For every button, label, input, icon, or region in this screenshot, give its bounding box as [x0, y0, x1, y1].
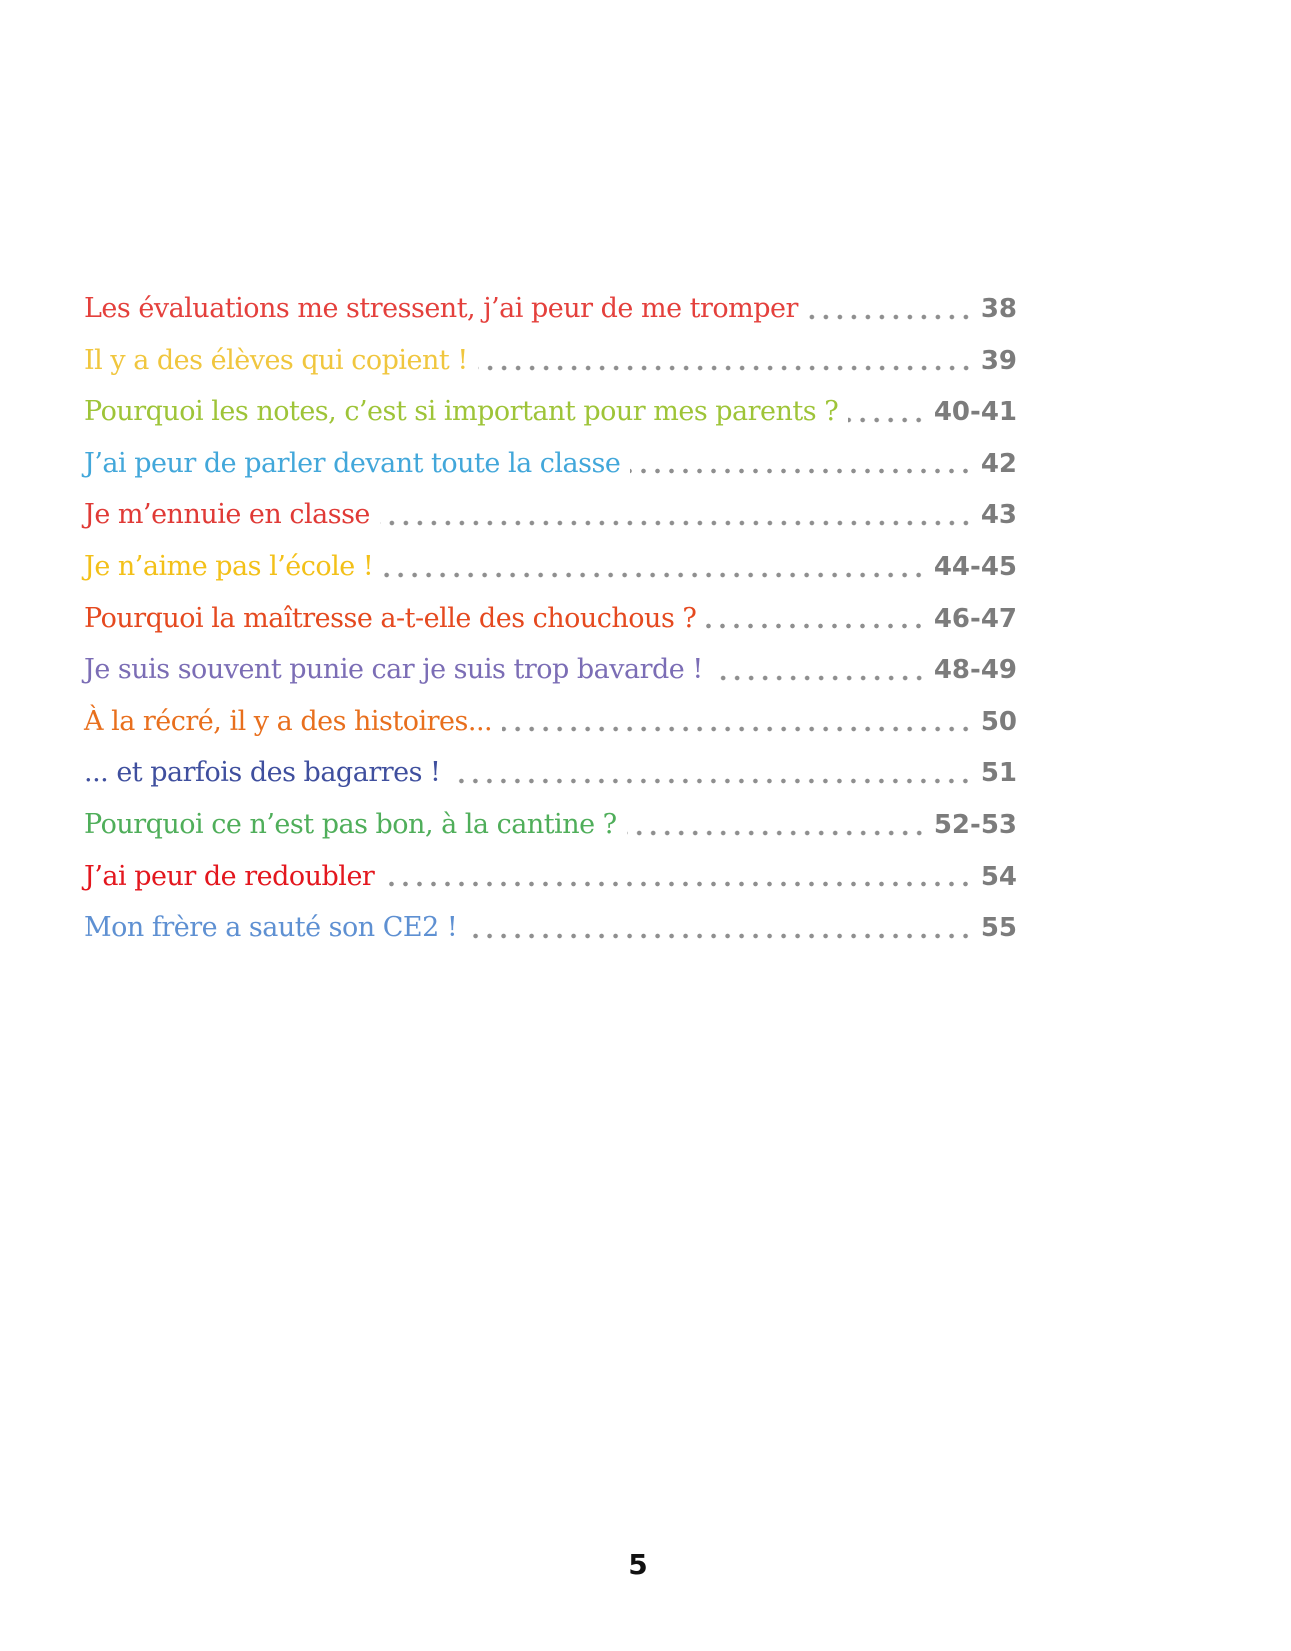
toc-entry-page-number: 55	[980, 913, 1017, 944]
dot-leader	[467, 933, 973, 939]
dot-leader	[848, 417, 926, 423]
toc-entry-title: Pourquoi la maîtresse a-t-elle des chouchous ?	[84, 602, 697, 634]
toc-entry-page-number: 50	[980, 706, 1017, 737]
dot-leader	[808, 314, 973, 320]
toc-entry	[84, 799, 1017, 851]
page-number-footer: 5	[628, 1548, 648, 1581]
dot-leader	[706, 623, 925, 629]
toc-entry	[84, 489, 1017, 541]
toc-entry-page-number: 43	[980, 500, 1017, 531]
dot-leader	[383, 572, 926, 578]
toc-entry	[84, 541, 1017, 593]
dot-leader	[384, 881, 972, 887]
dot-leader	[627, 830, 926, 836]
toc-entry	[84, 902, 1017, 954]
toc-entry-page-number: 38	[980, 294, 1017, 324]
dot-leader	[478, 365, 973, 371]
dot-leader	[380, 520, 973, 526]
toc-entry	[84, 644, 1017, 696]
dot-leader	[502, 726, 973, 732]
toc-entry-title: Je n’aime pas l’école !	[84, 550, 374, 582]
toc-entry-title: Pourquoi ce n’est pas bon, à la cantine ?	[84, 808, 617, 840]
toc-entry-page-number: 48-49	[933, 655, 1017, 686]
toc-entry-title: Pourquoi les notes, c’est si important pour mes parents ?	[84, 396, 839, 428]
toc-entry	[84, 438, 1017, 490]
toc-entry	[84, 747, 1017, 799]
table-of-contents	[84, 283, 1017, 954]
toc-entry	[84, 386, 1017, 438]
toc-entry-title: Il y a des élèves qui copient !	[84, 344, 468, 376]
dot-leader	[713, 675, 926, 681]
toc-entry-title: Je suis souvent punie car je suis trop bavarde !	[84, 654, 703, 686]
toc-entry	[84, 283, 1017, 335]
toc-entry-page-number: 44-45	[933, 551, 1017, 582]
toc-entry-title: À la récré, il y a des histoires...	[84, 705, 493, 737]
toc-entry	[84, 851, 1017, 903]
toc-entry	[84, 335, 1017, 387]
toc-entry-title: ... et parfois des bagarres !	[84, 757, 441, 789]
toc-entry-title: Je m’ennuie en classe	[84, 499, 370, 531]
toc-entry-page-number: 51	[980, 758, 1017, 789]
toc-entry-page-number: 42	[980, 448, 1017, 479]
dot-leader	[450, 778, 972, 784]
toc-entry-title: Les évaluations me stressent, j’ai peur de me tromper	[84, 293, 798, 324]
toc-entry	[84, 696, 1017, 748]
toc-entry-page-number: 52-53	[933, 809, 1017, 840]
toc-entry	[84, 593, 1017, 645]
toc-entry-page-number: 39	[980, 345, 1017, 376]
toc-entry-page-number: 54	[980, 861, 1017, 892]
toc-entry-page-number: 40-41	[933, 397, 1017, 428]
toc-entry-title: Mon frère a sauté son CE2 !	[84, 912, 458, 944]
dot-leader	[630, 468, 973, 474]
toc-entry-title: J’ai peur de redoubler	[84, 860, 375, 892]
toc-entry-title: J’ai peur de parler devant toute la classe	[84, 447, 621, 479]
toc-entry-page-number: 46-47	[933, 603, 1017, 634]
